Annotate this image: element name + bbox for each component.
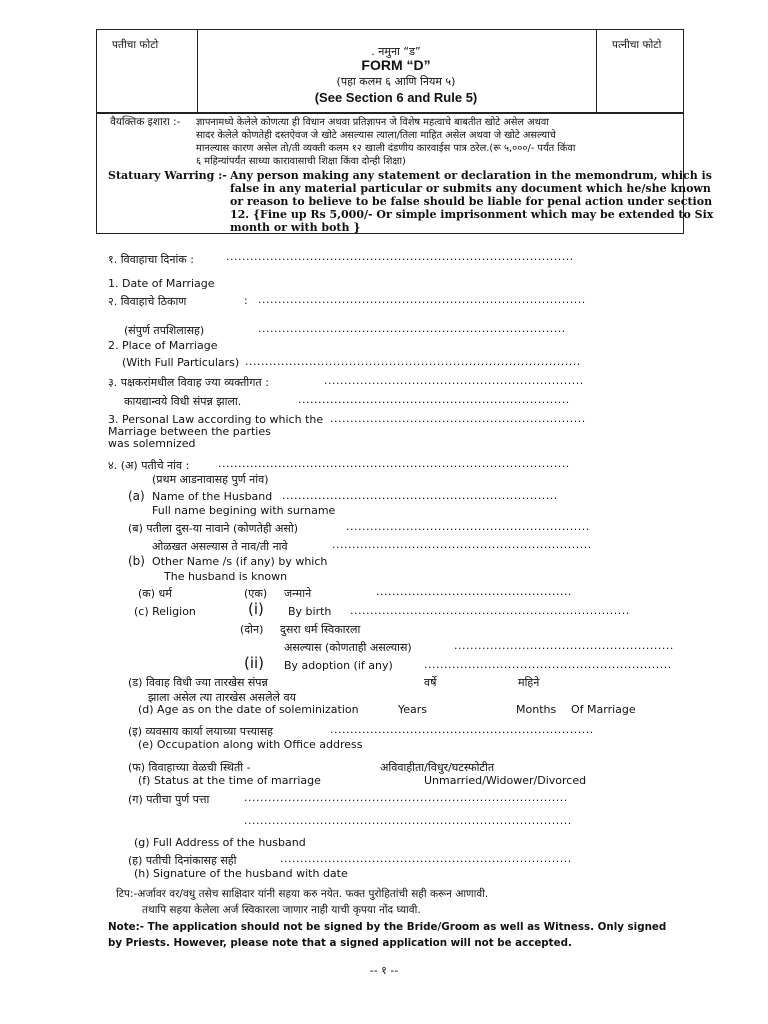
warning-english-line-1: Any person making any statement or declaration in the memondrum, which is [230, 169, 712, 182]
field4d-label-mr: (ड) विवाह विधी ज्या तारखेस संपन्न [128, 676, 268, 689]
field2-sub-dots: ............................................................................. [258, 322, 566, 335]
field4a-sub: Full name begining with surname [152, 504, 336, 517]
warning-marathi-line-4: ६ महिन्यांपर्यंत साध्या कारावासाची शिक्षा किंवा दोन्ही शिक्षा) [196, 156, 406, 167]
warning-marathi-label: वैयक्तिक इशारा :- [110, 116, 181, 128]
see-marathi: (पहा कलम ६ आणि नियम ५) [336, 75, 456, 88]
field4d-sub-mr: झाला असेल त्या तारखेस असलेले वय [148, 691, 296, 704]
field4h-dots: ......................................................................... [280, 852, 572, 865]
field4d-of-marriage: Of Marriage [571, 703, 636, 716]
field3-label-en: 3. Personal Law according to which the [108, 413, 324, 426]
field4b-label: (b) [128, 554, 145, 568]
field4c-adopt-dots: .............................................................. [424, 658, 672, 671]
field4k-dots: ................................................. [376, 585, 572, 598]
field4c-label: (c) Religion [134, 605, 196, 618]
see-english: (See Section 6 and Rule 5) [314, 90, 478, 105]
field4k-ek: (एक) [244, 587, 268, 600]
field4k-other-mr2: असल्यास (कोणताही असल्यास) [284, 641, 412, 654]
field4-dots: ........................................................................................ [218, 457, 570, 470]
field2-sub-mr: (संपुर्ण तपशिलासह) [124, 324, 205, 337]
field4b-dots: ............................................................. [346, 520, 590, 533]
note-english-2: by Priests. However, please note that a signed application will not be accepted. [108, 937, 572, 949]
field4k-label-mr: (क) धर्म [138, 587, 172, 600]
field4c-ii: (ii) [244, 654, 265, 672]
field4a-en: Name of the Husband [152, 490, 273, 503]
field4d-years: Years [398, 703, 428, 716]
field4b-en: Other Name /s (if any) by which [152, 555, 328, 568]
field4h-en: (h) Signature of the husband with date [134, 867, 348, 880]
field4f-opts-mr: अविवाहीता/विधुर/घटस्फोटीत [380, 761, 495, 774]
field4g-label-mr: (ग) पतीचा पुर्ण पत्ता [128, 793, 210, 806]
field4f-en: (f) Status at the time of marriage [138, 774, 321, 787]
warning-marathi-line-2: सादर केलेले कोणतेही दस्तऐवज जे खोटे असल्यास त्याला/तिला माहित असेल अथवा जे खोटे असल्याचे [196, 130, 556, 141]
field4a-dots: ..................................................................... [282, 489, 558, 502]
field4c-i: (i) [248, 600, 264, 618]
field4d-en: (d) Age as on the date of soleminization [138, 703, 359, 716]
field4f-opts: Unmarried/Widower/Divorced [424, 774, 587, 787]
form-title: FORM “D” [361, 57, 431, 73]
field3-label-en2: Marriage between the parties [108, 425, 271, 438]
field4-label-mr: ४. (अ) पतीचे नांव : [108, 459, 190, 472]
warning-english-line-5: month or with both } [230, 221, 361, 234]
field2-dots: .................................................................................. [258, 293, 586, 306]
field4d-years-mr: वर्षे [424, 676, 437, 689]
warning-english-line-4: 12. {Fine up Rs 5,000/- Or simple imprisonment which may be extended to Six [230, 208, 714, 221]
husband-photo-label: पतीचा फोटो [112, 39, 159, 51]
warning-english-line-3: or reason to believe to be false should be liable for penal action under section [230, 195, 713, 208]
field4b-sub-dots: ................................................................. [332, 538, 592, 551]
field4d-months-mr: महिने [518, 676, 540, 689]
warning-marathi-line-3: मानल्यास कारण असेल तो/ती व्यक्ती कलम १२ खाली दंडणीय कारवाईस पात्र ठरेल.(रू ५,०००/- पर्यंत किंवा [196, 143, 576, 154]
field4d-months: Months [516, 703, 557, 716]
field4-sub-mr: (प्रथम आडनावासह पुर्ण नांव) [152, 473, 269, 486]
field4f-label-mr: (फ) विवाहाच्या वेळची स्थिती - [128, 761, 251, 774]
field3-sub-mr: कायद्यान्वये विधी संपन्न झाला. [124, 395, 242, 408]
field1-label-en: 1. Date of Marriage [108, 277, 215, 290]
field2-colon: : [244, 294, 248, 307]
field4c-birth: By birth [288, 605, 332, 618]
field4b-sub-mr: ओळखत असल्यास ते नाव/ती नावे [152, 540, 288, 553]
field2-sub-en: (With Full Particulars) [122, 356, 240, 369]
page-number: -- १ -- [369, 964, 399, 977]
field4k-other-mr: दुसरा धर्म स्विकारला [280, 623, 361, 636]
warning-marathi-line-1: ज्ञापनामध्ये केलेले कोणत्या ही विधान अथवा प्रतिज्ञापन जे विशेष महत्वाचे बाबतीत खोटे असेल अथवा [196, 117, 549, 128]
field4k-other-dots: ....................................................... [454, 639, 674, 652]
field4b-en2: The husband is known [164, 570, 288, 583]
field1-dots: ....................................................................................... [226, 250, 574, 263]
tip-marathi: टिप:-अर्जावर वर/वधु तसेच साक्षिदार यांनी सहया करु नयेत. फक्त पुरोहितांची सही करून आणावी. [116, 888, 489, 900]
field4h-label-mr: (ह) पतीची दिनांकासह सही [128, 854, 237, 867]
field2-label-mr: २. विवाहाचे ठिकाण [108, 295, 187, 308]
field4g-dots-2: .................................................................................. [244, 814, 572, 827]
field1-label-mr: १. विवाहाचा दिनांक : [108, 253, 194, 266]
field3-dots: ................................................................. [324, 374, 584, 387]
field3-label-en3: was solemnized [108, 437, 196, 450]
field4k-don: (दोन) [240, 623, 264, 636]
field4b-label-mr: (ब) पतीला दुस-या नावाने (कोणतेही असो) [128, 522, 299, 535]
form-marathi: . नमुना “ड” [371, 45, 421, 58]
note-english: Note:- The application should not be signed by the Bride/Groom as well as Witness. Only signed [108, 921, 667, 933]
warning-english-line-2: false in any material particular or submits any document which he/she known [230, 182, 711, 195]
field3-en-dots: ................................................................ [330, 412, 586, 425]
field3-sub-dots: .................................................................... [298, 393, 570, 406]
field4g-en: (g) Full Address of the husband [134, 836, 306, 849]
tip-marathi-2: तथापि सहया केलेला अर्ज स्विकारला जाणार नाही याची कृपया नोंद घ्यावी. [142, 904, 421, 916]
warning-english-label: Statuary Warring :- [108, 169, 227, 182]
field4e-dots: .................................................................. [330, 723, 594, 736]
field4c-adopt: By adoption (if any) [284, 659, 393, 672]
wife-photo-label: पत्नीचा फोटो [612, 39, 662, 51]
field4g-dots: ................................................................................. [244, 791, 568, 804]
field4e-en: (e) Occupation along with Office address [138, 738, 363, 751]
field3-label-mr: ३. पक्षकरांमधील विवाह ज्या व्यक्तीगत : [108, 376, 269, 389]
field2-label-en: 2. Place of Marriage [108, 339, 218, 352]
field4a-label: (a) [128, 489, 145, 503]
field2-sub-en-dots: .................................................................................... [245, 355, 581, 368]
field4c-birth-dots: ...................................................................... [350, 604, 630, 617]
field4e-label-mr: (इ) व्यवसाय कार्या लयाच्या पत्त्यासह [128, 725, 273, 738]
field4k-birth-mr: जन्माने [284, 587, 312, 600]
